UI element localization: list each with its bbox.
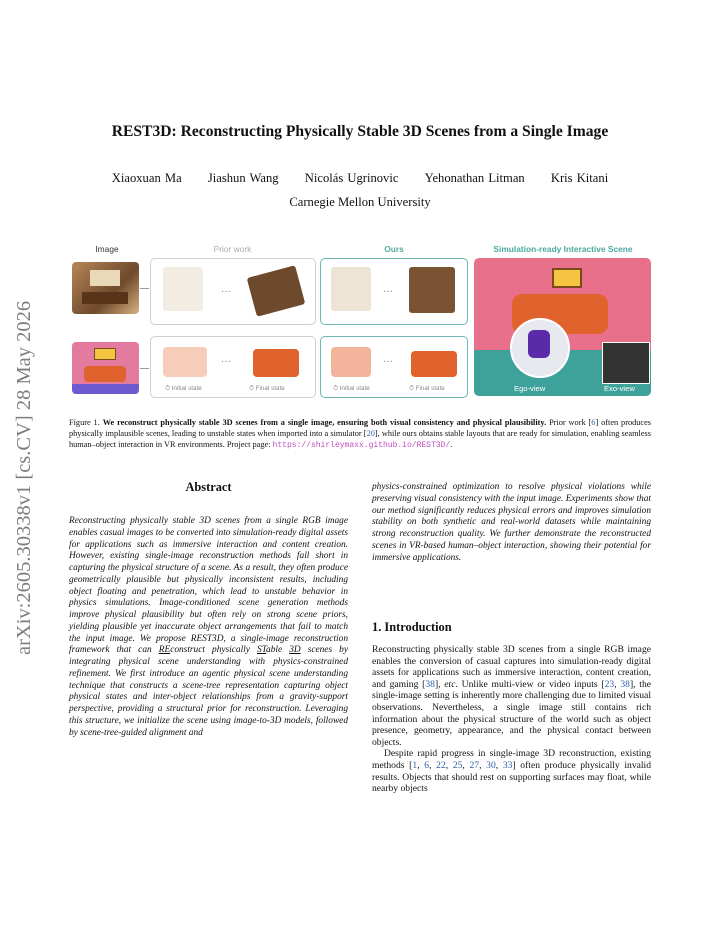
citation-link[interactable]: 6 (424, 759, 430, 771)
caption-bold: We reconstruct physically stable 3D scenes from a single image, ensuring both visual consistency and physical plausibility. (102, 418, 547, 427)
introduction-heading: 1. Introduction (372, 620, 452, 634)
arrow-icon (140, 368, 149, 369)
author-name: Nicolás Ugrinovic (304, 171, 399, 185)
author-name: Jiashun Wang (207, 171, 279, 185)
author-name: Xiaoxuan Ma (111, 171, 182, 185)
citation-link[interactable]: 33 (502, 759, 513, 771)
figure-caption: Figure 1. We reconstruct physically stable 3D scenes from a single image, ensuring both visual consistency and physical plausibility. Prior work [6] often produces physically implausible scenes, leading to unstable states when imported into a simulator [20], while ours obtains stable layouts that are ready for simulation, enabling seamless human–object interaction in VR environments. Project page: https://shirleymaxx.github.io/REST3D/. (69, 418, 652, 450)
input-image-living-room (72, 342, 139, 394)
citation-link[interactable]: 30 (486, 759, 496, 771)
figure-col-ours: Ours (384, 244, 404, 254)
exo-view-label: Exo-view (604, 384, 635, 393)
prior-work-panel-bottom (150, 336, 316, 398)
citation-link[interactable]: 38 (620, 678, 630, 690)
introduction-body (372, 644, 651, 795)
abstract-text-left: Reconstructing physically stable 3D scenes from a single RGB image enables casual images to be converted into simulation-ready digital assets for applications such as immersive interaction and content creation. However, existing single-image reconstruction methods fall short in capturing the physical structure of a scene. As a result, they often produce geometrically plausible but physically inconsistent results, including object floating and penetration, which lead to unstable behavior in physics simulations. Image-conditioned scene generation methods improve physical plausibility but often rely on strong scene priors, yielding plausible yet inaccurate object arrangements that fail to match the input image. We propose REST3D, a single-image reconstruction framework that can REconstruct physically STable 3D scenes by integrating physical scene understanding with physics-constrained refinement. We first introduce an agentic physical scene understanding technique that constructs a scene-tree representation capturing object physical states and inter-object relationships from a gravity-support perspective, providing a structural prior for reconstruction. Leveraging this structure, we initialize the scene using image-to-3D models, followed by scene-tree-guided alignment and (69, 516, 348, 738)
author-list (0, 171, 720, 186)
figure-col-sim: Simulation-ready Interactive Scene (493, 244, 633, 254)
painting (552, 268, 582, 288)
ego-view-inset (510, 318, 570, 378)
affiliation: Carnegie Mellon University (289, 195, 431, 209)
citation-link[interactable]: 1 (412, 759, 418, 771)
figure-col-image: Image (95, 244, 119, 254)
ego-view-label: Ego-view (514, 384, 546, 393)
citation-link[interactable]: 23 (604, 678, 615, 690)
citation-link[interactable]: 27 (469, 759, 480, 771)
caption-label: Figure 1. (69, 418, 100, 427)
exo-view-inset (602, 342, 650, 384)
initial-state-label: ⏱ Initial state (165, 385, 202, 392)
ellipsis: ··· (383, 357, 393, 368)
arrow-icon (140, 288, 149, 289)
ellipsis: ··· (383, 287, 393, 298)
citation-link[interactable]: 20 (366, 428, 375, 438)
abstract-heading: Abstract (185, 480, 232, 494)
citation-link[interactable]: 6 (591, 418, 596, 427)
citation-link[interactable]: 38 (425, 678, 435, 690)
project-page-link[interactable]: https://shirleymaxx.github.io/REST3D/ (272, 440, 451, 450)
ellipsis: ··· (221, 287, 231, 298)
ours-panel-top (320, 258, 468, 325)
paper-title: REST3D: Reconstructing Physically Stable 3D Scenes from a Single Image (111, 123, 609, 140)
citation-link[interactable]: 25 (452, 759, 463, 771)
initial-state-label: ⏱ Initial state (333, 385, 370, 392)
ours-panel-bottom (320, 336, 468, 398)
intro-paragraph: Despite rapid progress in single-image 3D reconstruction, existing methods [1, 6, 22, 25, 27, 30, 33] often produce physically invalid results. Objects that should rest on supporting surfaces may float, while nearby objects (372, 748, 652, 795)
author-name: Yehonathan Litman (424, 171, 525, 185)
citation-link[interactable]: 22 (436, 759, 446, 771)
author-name: Kris Kitani (550, 171, 609, 185)
simulation-scene-panel (474, 258, 651, 396)
abstract-text-right: physics-constrained optimization to resolve physical violations while preserving visual consistency with the input image. Experiments show that our method significantly reduces physical errors and improves simulation stability on both synthetic and real-world datasets while maintaining strong reconstruction quality. We further demonstrate the reconstructed scenes in VR-based human–object interaction, showing their potential for immersive applications. (372, 482, 651, 563)
final-state-label: ⏱ Final state (249, 385, 285, 392)
input-image-dining-room (72, 262, 139, 314)
final-state-label: ⏱ Final state (409, 385, 445, 392)
prior-work-panel-top (150, 258, 316, 325)
arxiv-identifier: arXiv:2605.30338v1 [cs.CV] 28 May 2026 (13, 300, 35, 655)
figure-col-prior: Prior work (213, 244, 252, 254)
ellipsis: ··· (221, 357, 231, 368)
intro-paragraph: Reconstructing physically stable 3D scenes from a single RGB image enables the conversion of casual captures into simulation-ready digital assets for applications such as immersive interaction, content creation, and gaming [38], etc. Unlike multi-view or video inputs [23, 38], the single-image setting is inherently more challenging due to limited visual observations. Nevertheless, a single image still contains rich information about the physical structure of the world such as object presence, geometry, appearance, and the physical contact between objects. (372, 644, 652, 748)
